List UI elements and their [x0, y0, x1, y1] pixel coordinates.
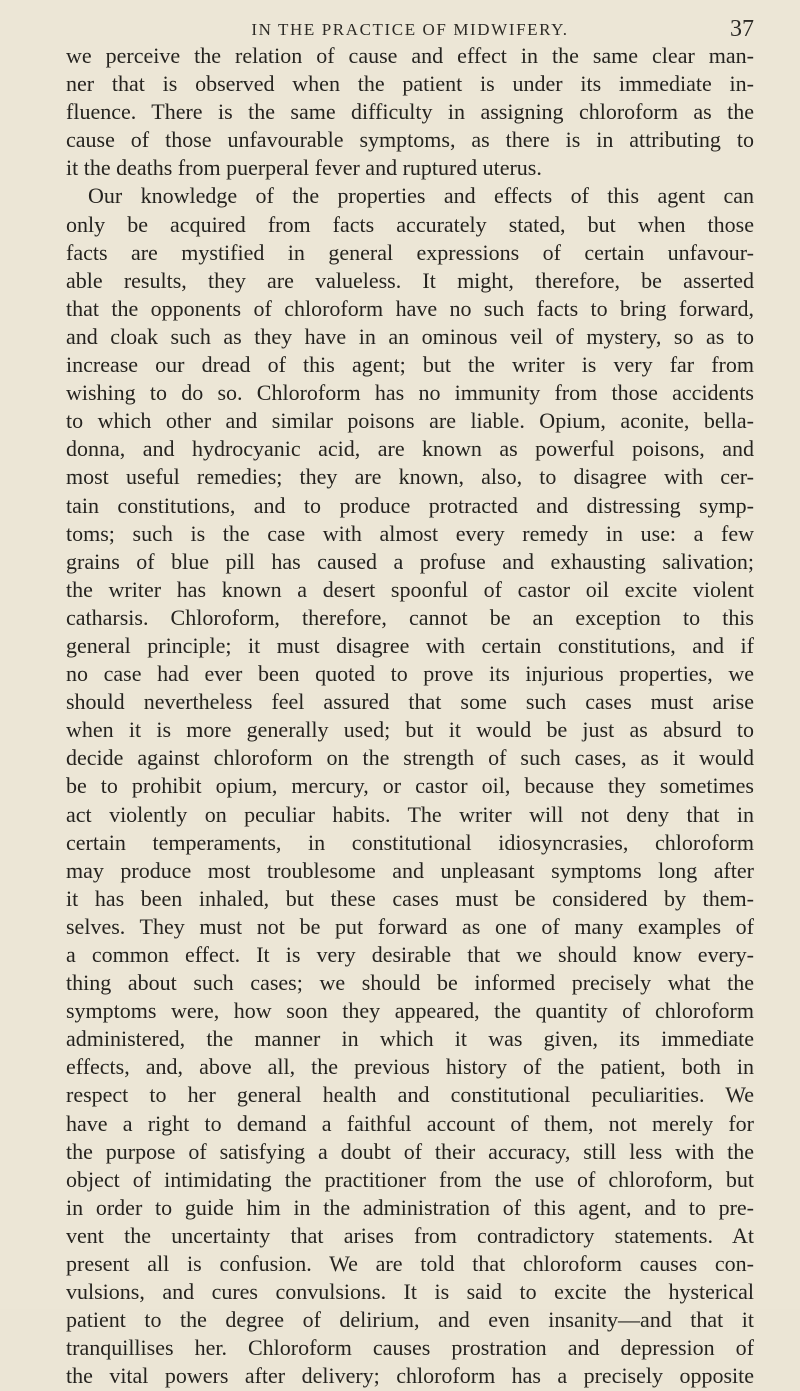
text-line: that the opponents of chloroform have no such facts to bring forward, — [66, 295, 754, 321]
text-line: symptoms were, how soon they appeared, the quantity of chloroform — [66, 998, 754, 1024]
text-line: should nevertheless feel assured that some such cases must arise — [66, 689, 754, 715]
text-line: general principle; it must disagree with certain constitutions, and if — [66, 632, 754, 658]
text-line: wishing to do so. Chloroform has no immunity from those accidents — [66, 380, 754, 406]
text-line: facts are mystified in general expressions of certain unfavour- — [66, 239, 754, 265]
text-line: have a right to demand a faithful account of them, not merely for — [66, 1110, 754, 1136]
text-line: the writer has known a desert spoonful of castor oil excite violent — [66, 576, 754, 602]
text-line: decide against chloroform on the strength of such cases, as it would — [66, 745, 754, 771]
text-line: to which other and similar poisons are liable. Opium, aconite, bella- — [66, 408, 754, 434]
text-line: act violently on peculiar habits. The writer will not deny that in — [66, 801, 754, 827]
text-line: when it is more generally used; but it would be just as absurd to — [66, 717, 754, 743]
text-line: cause of those unfavourable symptoms, as there is in attributing to — [66, 127, 754, 153]
text-line: the vital powers after delivery; chloroform has a precisely opposite — [66, 1363, 754, 1389]
text-line: catharsis. Chloroform, therefore, cannot be an exception to this — [66, 604, 754, 630]
text-line: most useful remedies; they are known, also, to disagree with cer- — [66, 464, 754, 490]
text-line: able results, they are valueless. It might, therefore, be asserted — [66, 267, 754, 293]
text-line: only be acquired from facts accurately stated, but when those — [66, 211, 754, 237]
text-line: we perceive the relation of cause and effect in the same clear man- — [66, 43, 754, 68]
text-line: a common effect. It is very desirable that we should know every- — [66, 942, 754, 967]
text-line: vulsions, and cures convulsions. It is said to excite the hysterical — [66, 1279, 754, 1305]
text-line: Our knowledge of the properties and effects of this agent can — [88, 183, 754, 209]
text-line: it the deaths from puerperal fever and ruptured uterus. — [66, 155, 542, 181]
text-line: thing about such cases; we should be informed precisely what the — [66, 970, 754, 996]
text-line: and cloak such as they have in an ominous veil of mystery, so as to — [66, 323, 754, 349]
text-line: toms; such is the case with almost every remedy in use: a few — [66, 520, 754, 546]
text-line: ner that is observed when the patient is under its immediate in- — [66, 71, 754, 97]
text-line: increase our dread of this agent; but the writer is very far from — [66, 352, 754, 378]
text-line: the purpose of satisfying a doubt of their accuracy, still less with the — [66, 1138, 754, 1164]
text-line: fluence. There is the same difficulty in assigning chloroform as the — [66, 99, 754, 125]
text-line: present all is confusion. We are told that chloroform causes con- — [66, 1251, 754, 1277]
text-line: respect to her general health and constitutional peculiarities. We — [66, 1082, 754, 1108]
text-line: no case had ever been quoted to prove its injurious properties, we — [66, 661, 754, 687]
running-title: IN THE PRACTICE OF MIDWIFERY. — [251, 20, 569, 39]
body-text — [66, 42, 754, 1391]
running-header — [66, 16, 754, 44]
text-line: tranquillises her. Chloroform causes prostration and depression of — [66, 1335, 754, 1361]
text-line: it has been inhaled, but these cases must be considered by them- — [66, 885, 754, 911]
text-line: object of intimidating the practitioner from the use of chloroform, but — [66, 1166, 754, 1192]
text-line: effects, and, above all, the previous history of the patient, both in — [66, 1054, 754, 1080]
text-line: tain constitutions, and to produce protracted and distressing symp- — [66, 492, 754, 518]
text-line: in order to guide him in the administration of this agent, and to pre- — [66, 1194, 754, 1220]
text-line: patient to the degree of delirium, and even insanity—and that it — [66, 1307, 754, 1333]
text-line: selves. They must not be put forward as one of many examples of — [66, 913, 754, 939]
text-line: certain temperaments, in constitutional idiosyncrasies, chloroform — [66, 829, 754, 855]
text-line: grains of blue pill has caused a profuse and exhausting salivation; — [66, 548, 754, 574]
text-line: vent the uncertainty that arises from contradictory statements. At — [66, 1222, 754, 1248]
page-number: 37 — [730, 16, 754, 42]
text-line: administered, the manner in which it was given, its immediate — [66, 1026, 754, 1052]
text-line: be to prohibit opium, mercury, or castor oil, because they sometimes — [66, 773, 754, 799]
text-line: may produce most troublesome and unpleasant symptoms long after — [66, 857, 754, 883]
text-line: donna, and hydrocyanic acid, are known as powerful poisons, and — [66, 436, 754, 462]
